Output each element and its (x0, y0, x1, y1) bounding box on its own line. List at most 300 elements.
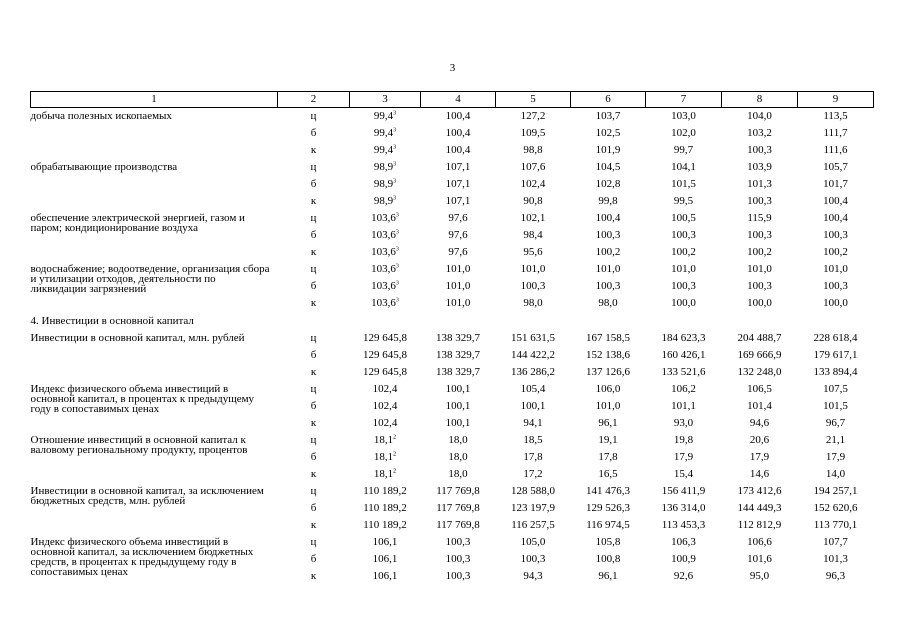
value-text: 99,7 (673, 144, 694, 156)
value-text: 100,2 (595, 246, 621, 258)
value-cell (646, 415, 722, 432)
value-cell (646, 278, 722, 295)
value-cell (350, 398, 421, 415)
value-text: 20,6 (749, 434, 770, 446)
value-text: 103,6 (371, 263, 396, 275)
value-cell (798, 466, 874, 483)
value-cell (350, 568, 421, 585)
value-cell (798, 432, 874, 449)
value-text: 132 248,0 (737, 366, 782, 378)
value-text: 106,2 (671, 383, 696, 395)
value-text: 102,4 (520, 178, 546, 190)
column-header-1: 1 (31, 92, 278, 108)
value-text: 138 329,7 (436, 366, 480, 378)
value-cell (350, 517, 421, 534)
value-cell (646, 193, 722, 210)
value-cell (350, 210, 421, 227)
value-text: 18,1 (373, 434, 394, 446)
value-cell (571, 432, 646, 449)
value-cell (421, 210, 496, 227)
value-text: 160 426,1 (661, 349, 706, 361)
value-text: 100,3 (595, 229, 621, 241)
table-row (31, 210, 874, 227)
indicator-label: Отношение инвестиций в основной капитал к валовому региональному продукту, процентов (30, 434, 248, 456)
value-cell (798, 125, 874, 142)
column-header-6: 6 (571, 92, 646, 108)
value-text: 103,9 (747, 161, 772, 173)
value-cell (421, 381, 496, 398)
variant-code: ц (310, 434, 317, 446)
value-text: 144 449,3 (737, 502, 782, 514)
value-cell (496, 142, 571, 159)
value-text: 136 286,2 (511, 366, 555, 378)
value-text: 101,7 (823, 178, 848, 190)
variant-code: б (310, 229, 317, 241)
value-text: 110 189,2 (363, 485, 407, 497)
variant-code: ц (310, 383, 317, 395)
value-text: 104,0 (747, 110, 772, 122)
value-cell (722, 415, 798, 432)
value-text: 102,1 (520, 212, 546, 224)
value-text: 104,1 (671, 161, 696, 173)
value-cell (798, 227, 874, 244)
value-cell (496, 330, 571, 347)
value-cell (350, 466, 421, 483)
value-text: 100,3 (445, 536, 471, 548)
value-cell (350, 551, 421, 568)
value-cell (646, 159, 722, 176)
value-cell (722, 398, 798, 415)
value-text: 18,0 (448, 451, 468, 463)
value-cell (496, 227, 571, 244)
indicator-label: Инвестиции в основной капитал, млн. рублей (30, 332, 245, 344)
value-text: 102,4 (372, 417, 398, 429)
value-text: 106,1 (372, 553, 398, 565)
value-cell (350, 227, 421, 244)
value-text: 184 623,3 (661, 332, 706, 344)
value-cell (350, 261, 421, 278)
value-cell (646, 244, 722, 261)
value-text: 101,3 (823, 553, 848, 565)
footnote-marker: 3 (395, 212, 399, 219)
value-text: 101,4 (747, 400, 772, 412)
value-cell (421, 568, 496, 585)
column-header-9: 9 (798, 92, 874, 108)
value-text: 14,6 (749, 468, 770, 480)
value-cell (421, 432, 496, 449)
value-cell (722, 551, 798, 568)
value-text: 101,0 (823, 263, 848, 275)
value-text: 103,6 (371, 297, 396, 309)
value-text: 137 126,6 (586, 366, 630, 378)
value-cell (646, 534, 722, 551)
value-text: 106,3 (671, 536, 696, 548)
value-text: 100,3 (823, 229, 848, 241)
value-cell (571, 364, 646, 381)
value-text: 15,4 (673, 468, 694, 480)
value-cell (646, 261, 722, 278)
value-text: 100,5 (671, 212, 696, 224)
value-cell (722, 159, 798, 176)
value-cell (421, 108, 496, 126)
value-text: 95,0 (749, 570, 770, 582)
value-cell (421, 193, 496, 210)
value-cell (571, 483, 646, 500)
value-text: 100,8 (595, 553, 621, 565)
value-text: 100,1 (445, 400, 471, 412)
indicator-label: обеспечение электрической энергией, газом и паром; кондиционирование воздуха (30, 212, 245, 234)
value-text: 105,0 (520, 536, 546, 548)
value-cell (646, 432, 722, 449)
table-row (31, 483, 874, 500)
variant-code: б (310, 127, 317, 139)
value-text: 117 769,8 (436, 519, 480, 531)
value-text: 102,4 (372, 383, 398, 395)
value-text: 17,2 (523, 468, 543, 480)
value-text: 105,7 (823, 161, 848, 173)
value-cell (571, 227, 646, 244)
value-cell (798, 244, 874, 261)
value-text: 169 666,9 (737, 349, 782, 361)
value-text: 115,9 (747, 212, 772, 224)
table-row (31, 432, 874, 449)
value-cell (722, 568, 798, 585)
value-cell (722, 347, 798, 364)
value-cell (571, 210, 646, 227)
value-text: 138 329,7 (436, 332, 480, 344)
value-text: 204 488,7 (737, 332, 782, 344)
value-text: 129 526,3 (586, 502, 630, 514)
value-cell (798, 261, 874, 278)
value-text: 101,5 (671, 178, 696, 190)
value-text: 17,8 (598, 451, 618, 463)
value-cell (646, 347, 722, 364)
section-title: 4. Инвестиции в основной капитал (30, 314, 194, 327)
value-cell (722, 500, 798, 517)
value-text: 107,1 (445, 178, 471, 190)
value-text: 101,5 (823, 400, 848, 412)
value-text: 106,1 (372, 570, 398, 582)
value-text: 17,9 (673, 451, 694, 463)
value-text: 152 138,6 (586, 349, 630, 361)
value-text: 111,7 (823, 127, 848, 139)
value-text: 133 894,4 (813, 366, 858, 378)
column-header-8: 8 (722, 92, 798, 108)
footnote-marker: 3 (395, 229, 399, 236)
value-cell (722, 295, 798, 312)
value-cell (496, 568, 571, 585)
value-cell (496, 500, 571, 517)
table-body (31, 108, 874, 586)
value-text: 97,6 (448, 246, 468, 258)
value-text: 106,5 (747, 383, 772, 395)
value-cell (722, 261, 798, 278)
value-cell (421, 449, 496, 466)
value-cell (722, 330, 798, 347)
value-cell (646, 142, 722, 159)
footnote-marker: 2 (393, 451, 397, 458)
table-row (31, 159, 874, 176)
value-text: 151 631,5 (511, 332, 555, 344)
value-cell (496, 449, 571, 466)
value-cell (798, 295, 874, 312)
value-text: 99,4 (373, 127, 394, 139)
value-text: 18,1 (373, 451, 394, 463)
value-text: 97,6 (448, 212, 468, 224)
value-text: 129 645,8 (363, 349, 407, 361)
value-text: 110 189,2 (363, 502, 407, 514)
section-row (31, 312, 874, 330)
value-text: 129 645,8 (363, 366, 407, 378)
value-text: 99,5 (673, 195, 694, 207)
variant-code: к (310, 366, 317, 378)
value-text: 103,6 (371, 229, 396, 241)
value-cell (722, 227, 798, 244)
value-cell (798, 398, 874, 415)
value-text: 100,4 (595, 212, 621, 224)
table-row (31, 534, 874, 551)
value-text: 98,9 (373, 178, 394, 190)
variant-code: б (310, 400, 317, 412)
value-cell (496, 551, 571, 568)
value-text: 101,0 (445, 263, 471, 275)
value-text: 100,9 (671, 553, 696, 565)
value-text: 107,1 (445, 161, 471, 173)
footnote-marker: 2 (393, 434, 397, 441)
value-cell (350, 381, 421, 398)
value-cell (350, 278, 421, 295)
value-text: 102,0 (671, 127, 696, 139)
value-text: 100,3 (747, 280, 772, 292)
value-cell (496, 176, 571, 193)
value-cell (571, 449, 646, 466)
value-cell (421, 295, 496, 312)
variant-code: к (310, 297, 317, 309)
value-text: 102,4 (372, 400, 398, 412)
value-text: 100,4 (445, 144, 471, 156)
footnote-marker: 3 (393, 178, 397, 185)
variant-code: б (310, 553, 317, 565)
column-header-7: 7 (646, 92, 722, 108)
value-cell (350, 295, 421, 312)
value-cell (496, 159, 571, 176)
value-cell (571, 500, 646, 517)
value-text: 138 329,7 (436, 349, 480, 361)
value-cell (421, 244, 496, 261)
value-cell (421, 125, 496, 142)
variant-code: к (310, 570, 317, 582)
value-text: 100,3 (747, 229, 772, 241)
value-text: 113 770,1 (813, 519, 858, 531)
value-text: 128 588,0 (511, 485, 555, 497)
value-cell (722, 449, 798, 466)
variant-code: ц (310, 536, 317, 548)
variant-code: к (310, 468, 317, 480)
footnote-marker: 3 (395, 246, 399, 253)
value-cell (646, 517, 722, 534)
value-text: 100,4 (445, 127, 471, 139)
value-text: 129 645,8 (363, 332, 407, 344)
value-cell (722, 142, 798, 159)
value-cell (798, 364, 874, 381)
value-text: 107,6 (520, 161, 546, 173)
value-cell (646, 483, 722, 500)
value-cell (496, 295, 571, 312)
value-text: 152 620,6 (813, 502, 858, 514)
variant-code: б (310, 502, 317, 514)
value-text: 100,1 (445, 417, 471, 429)
value-text: 100,1 (445, 383, 471, 395)
value-cell (571, 193, 646, 210)
value-cell (646, 125, 722, 142)
value-cell (496, 364, 571, 381)
value-text: 100,3 (445, 553, 471, 565)
footnote-marker: 3 (393, 127, 397, 134)
value-text: 100,0 (671, 297, 696, 309)
value-cell (722, 193, 798, 210)
value-text: 173 412,6 (737, 485, 782, 497)
value-text: 103,6 (371, 246, 396, 258)
value-text: 98,0 (523, 297, 543, 309)
value-text: 99,4 (373, 110, 394, 122)
variant-code: б (310, 178, 317, 190)
value-text: 228 618,4 (813, 332, 858, 344)
value-cell (421, 500, 496, 517)
value-text: 100,3 (520, 553, 546, 565)
value-cell (350, 176, 421, 193)
value-cell (798, 210, 874, 227)
value-cell (571, 347, 646, 364)
indicator-label: Индекс физического объема инвестиций в основной капитал, за исключением бюджетных средств, в процентах к предыдущему году в сопоставимых ценах (30, 536, 254, 578)
value-cell (571, 142, 646, 159)
column-header-4: 4 (421, 92, 496, 108)
value-cell (646, 500, 722, 517)
value-cell (496, 193, 571, 210)
value-text: 100,4 (823, 212, 848, 224)
value-text: 96,7 (825, 417, 846, 429)
value-text: 92,6 (673, 570, 694, 582)
value-text: 100,3 (823, 280, 848, 292)
table-row (31, 330, 874, 347)
value-cell (571, 261, 646, 278)
value-cell (350, 449, 421, 466)
value-cell (350, 415, 421, 432)
value-cell (350, 432, 421, 449)
value-cell (421, 551, 496, 568)
value-text: 117 769,8 (436, 485, 480, 497)
value-text: 113,5 (823, 110, 848, 122)
value-cell (798, 142, 874, 159)
footnote-marker: 2 (393, 468, 397, 475)
value-text: 127,2 (520, 110, 546, 122)
value-text: 96,1 (598, 417, 618, 429)
value-cell (496, 534, 571, 551)
value-text: 101,0 (520, 263, 546, 275)
value-text: 141 476,3 (586, 485, 630, 497)
value-cell (571, 176, 646, 193)
value-text: 18,5 (523, 434, 543, 446)
value-text: 100,0 (823, 297, 848, 309)
value-cell (571, 125, 646, 142)
value-cell (722, 432, 798, 449)
value-cell (350, 193, 421, 210)
value-cell (722, 108, 798, 126)
value-text: 99,4 (373, 144, 394, 156)
value-cell (646, 381, 722, 398)
value-cell (350, 108, 421, 126)
value-cell (798, 483, 874, 500)
value-cell (722, 210, 798, 227)
value-text: 103,7 (595, 110, 621, 122)
value-text: 179 617,1 (813, 349, 858, 361)
value-cell (798, 534, 874, 551)
value-cell (350, 125, 421, 142)
value-cell (496, 432, 571, 449)
value-cell (798, 517, 874, 534)
value-text: 97,6 (448, 229, 468, 241)
indicator-label: обрабатывающие производства (30, 161, 178, 173)
value-cell (421, 227, 496, 244)
value-cell (421, 415, 496, 432)
footnote-marker: 3 (393, 110, 397, 117)
value-text: 99,8 (598, 195, 618, 207)
value-text: 19,8 (673, 434, 694, 446)
value-cell (496, 125, 571, 142)
value-cell (722, 278, 798, 295)
value-text: 94,6 (749, 417, 770, 429)
indicator-label: Инвестиции в основной капитал, за исключением бюджетных средств, млн. рублей (30, 485, 264, 507)
value-cell (646, 449, 722, 466)
value-text: 18,1 (373, 468, 394, 480)
value-text: 107,1 (445, 195, 471, 207)
value-cell (350, 142, 421, 159)
value-cell (350, 364, 421, 381)
variant-code: ц (310, 110, 317, 122)
value-text: 14,0 (825, 468, 846, 480)
value-cell (496, 261, 571, 278)
value-text: 98,9 (373, 161, 394, 173)
value-cell (350, 159, 421, 176)
value-cell (646, 210, 722, 227)
value-cell (646, 295, 722, 312)
value-text: 98,9 (373, 195, 394, 207)
value-cell (571, 108, 646, 126)
table-row (31, 381, 874, 398)
value-cell (496, 398, 571, 415)
value-cell (496, 466, 571, 483)
variant-code: ц (310, 161, 317, 173)
variant-code: ц (310, 212, 317, 224)
value-text: 113 453,3 (661, 519, 706, 531)
value-text: 116 974,5 (586, 519, 630, 531)
value-cell (798, 500, 874, 517)
value-text: 112 812,9 (737, 519, 782, 531)
value-cell (421, 159, 496, 176)
value-cell (496, 381, 571, 398)
value-text: 100,3 (747, 195, 772, 207)
value-text: 100,3 (747, 144, 772, 156)
value-cell (798, 415, 874, 432)
value-cell (646, 330, 722, 347)
value-text: 100,3 (520, 280, 546, 292)
variant-code: б (310, 451, 317, 463)
value-cell (571, 568, 646, 585)
footnote-marker: 3 (395, 263, 399, 270)
value-cell (421, 142, 496, 159)
value-text: 100,3 (671, 280, 696, 292)
value-text: 19,1 (598, 434, 618, 446)
variant-code: б (310, 280, 317, 292)
